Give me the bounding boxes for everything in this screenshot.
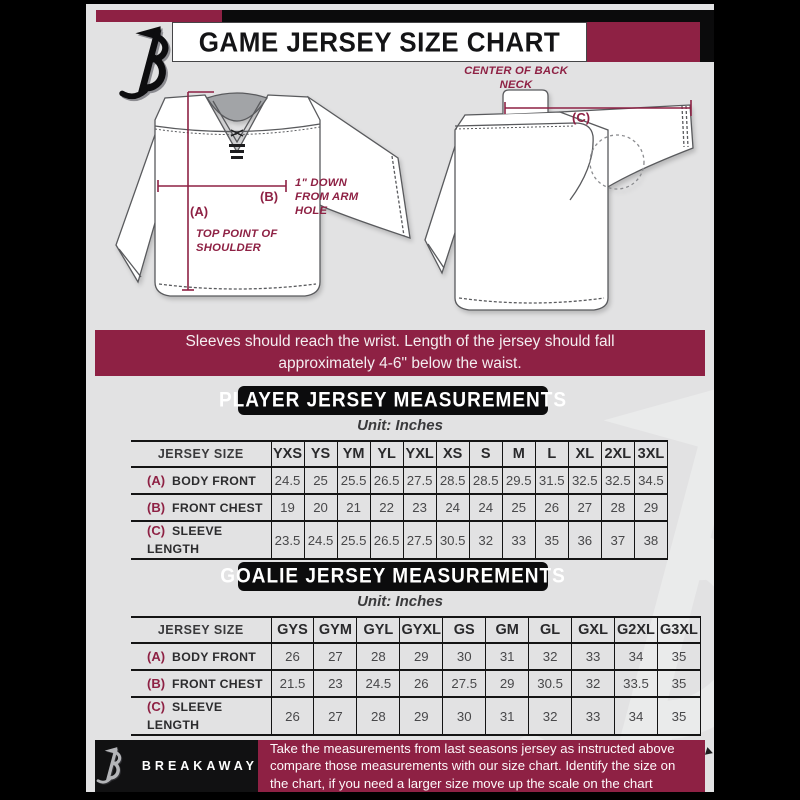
measure-key: (C) [147,699,166,714]
size-column-header: XS [436,441,469,467]
fit-notice-banner [95,330,705,376]
measurement-value: 38 [634,521,667,559]
measurement-value: 25.5 [337,467,370,494]
goalie-section-title [220,562,566,591]
measurement-row [131,670,701,697]
row-label-cell [131,697,271,735]
measurement-value: 36 [568,521,601,559]
title-black-block [700,22,714,62]
footer-brand-box [95,740,258,792]
measurement-value: 32.5 [568,467,601,494]
measurement-value: 29 [400,697,443,735]
measurement-value: 28 [601,494,634,521]
measurement-value: 26 [400,670,443,697]
size-column-header: GL [529,617,572,643]
size-column-header: GYM [314,617,357,643]
measure-key: (B) [147,499,166,515]
measurement-value: 25 [502,494,535,521]
measurement-value: 26.5 [370,467,403,494]
size-column-header: XL [568,441,601,467]
measure-label: FRONT CHEST [172,500,263,515]
size-column-header: YM [337,441,370,467]
goalie-section-title-text: GOALIE JERSEY MEASUREMENTS [220,564,566,588]
size-column-header: YXL [403,441,436,467]
measure-key: (A) [147,648,166,664]
measurement-value: 29 [486,670,529,697]
jersey-size-corner-label: JERSEY SIZE [131,617,271,643]
goalie-unit-label: Unit: Inches [357,593,443,610]
a-label: (A) [190,204,209,219]
page-title: GAME JERSEY SIZE CHART [198,25,561,58]
measurement-value: 35 [657,670,700,697]
measure-label: SLEEVE LENGTH [147,524,223,556]
measurement-value: 32.5 [601,467,634,494]
player-size-table [131,440,668,560]
row-label-cell [131,467,271,494]
measurement-value: 32 [469,521,502,559]
measurement-value: 33 [502,521,535,559]
top-point-of-shoulder-note: TOP POINT OF SHOULDER [196,228,278,255]
measurement-value: 19 [271,494,304,521]
measurement-value: 28 [357,697,400,735]
measurement-value: 32 [529,697,572,735]
measurement-value: 28.5 [436,467,469,494]
measurement-value: 20 [304,494,337,521]
jersey-diagrams [86,60,714,322]
measurement-value: 35 [657,643,700,670]
measurement-value: 24 [436,494,469,521]
title-maroon-block [587,22,700,62]
row-label-cell [131,670,271,697]
measurement-value: 23.5 [271,521,304,559]
measurement-value: 25.5 [337,521,370,559]
header-black-band [222,10,714,22]
size-column-header: G2XL [615,617,658,643]
measure-label: SLEEVE LENGTH [147,700,223,732]
size-column-header: GYL [357,617,400,643]
player-unit-label: Unit: Inches [357,417,443,434]
measurement-value: 27.5 [403,521,436,559]
size-table [131,616,701,736]
player-section-title [218,386,568,415]
measurement-value: 22 [370,494,403,521]
measure-label: BODY FRONT [172,473,257,488]
measure-key: (B) [147,675,166,691]
measurement-value: 34.5 [634,467,667,494]
measurement-value: 30 [443,697,486,735]
footer-instructions-text: Take the measurements from last seasons jersey as instructed above compare those measurements with our size chart. Identify the size on the chart, if you need a larger size move up the scale on the chart [270,741,676,791]
measurement-value: 28 [357,643,400,670]
measurement-value: 26 [271,697,314,735]
b-label: (B) [260,189,279,204]
measurement-value: 32 [529,643,572,670]
measurement-value: 35 [535,521,568,559]
measurement-value: 34 [615,697,658,735]
measurement-value: 29.5 [502,467,535,494]
measurement-value: 31 [486,643,529,670]
measure-key: (A) [147,472,166,488]
measurement-value: 33 [572,643,615,670]
measurement-row [131,697,701,735]
measure-label: FRONT CHEST [172,676,263,691]
size-column-header: 3XL [634,441,667,467]
player-section-title-text: PLAYER JERSEY MEASUREMENTS [218,388,568,412]
measurement-value: 29 [400,643,443,670]
back-jersey-drawing [425,90,693,310]
size-column-header: GYS [271,617,314,643]
measurement-value: 31.5 [535,467,568,494]
goalie-size-table [131,616,701,736]
title-box [172,22,587,62]
size-column-header: M [502,441,535,467]
measurement-value: 27 [314,697,357,735]
size-column-header: YS [304,441,337,467]
measurement-value: 26 [535,494,568,521]
size-column-header: S [469,441,502,467]
size-column-header: YXS [271,441,304,467]
table-header-row [131,441,668,467]
size-column-header: GM [486,617,529,643]
measurement-value: 23 [403,494,436,521]
size-column-header: L [535,441,568,467]
measure-label: BODY FRONT [172,649,257,664]
measurement-value: 33 [572,697,615,735]
measurement-value: 27 [568,494,601,521]
row-label-cell [131,494,271,521]
measurement-value: 21.5 [271,670,314,697]
measurement-value: 35 [657,697,700,735]
measurement-value: 29 [634,494,667,521]
jersey-size-corner-label: JERSEY SIZE [131,441,271,467]
center-back-neck-note: CENTER OF BACK NECK [464,65,568,92]
measurement-value: 34 [615,643,658,670]
measurement-row [131,643,701,670]
measurement-value: 24 [469,494,502,521]
measure-key: (C) [147,523,166,538]
measurement-value: 27.5 [403,467,436,494]
table-header-row [131,617,701,643]
measurement-value: 24.5 [304,521,337,559]
size-column-header: GYXL [400,617,443,643]
measurement-value: 27 [314,643,357,670]
size-chart-page [86,4,714,792]
down-from-armhole-note: 1" DOWN FROM ARM HOLE [295,177,359,218]
fit-notice-text: Sleeves should reach the wrist. Length of the jersey should fall approximately 4-6" below the waist. [185,333,615,372]
measurement-value: 27.5 [443,670,486,697]
measurement-row [131,467,668,494]
measurement-row [131,521,668,559]
measurement-row [131,494,668,521]
measurement-value: 21 [337,494,370,521]
measurement-value: 33.5 [615,670,658,697]
measurement-value: 23 [314,670,357,697]
row-label-cell [131,521,271,559]
measurement-value: 26 [271,643,314,670]
measurement-value: 24.5 [357,670,400,697]
measurement-value: 30.5 [529,670,572,697]
measurement-value: 26.5 [370,521,403,559]
measurement-value: 25 [304,467,337,494]
brand-name: BREAKAWAY [141,759,258,773]
header-maroon-band [96,10,222,22]
size-column-header: GS [443,617,486,643]
size-table [131,440,668,560]
breakaway-footer-logo-icon [95,745,134,787]
size-column-header: YL [370,441,403,467]
footer-instructions-box [258,740,705,792]
size-column-header: G3XL [657,617,700,643]
row-label-cell [131,643,271,670]
measurement-value: 28.5 [469,467,502,494]
measurement-value: 30.5 [436,521,469,559]
measurement-value: 24.5 [271,467,304,494]
measurement-value: 37 [601,521,634,559]
c-label: (C) [572,110,591,125]
measurement-value: 30 [443,643,486,670]
size-column-header: 2XL [601,441,634,467]
measurement-value: 32 [572,670,615,697]
size-column-header: GXL [572,617,615,643]
measurement-value: 31 [486,697,529,735]
